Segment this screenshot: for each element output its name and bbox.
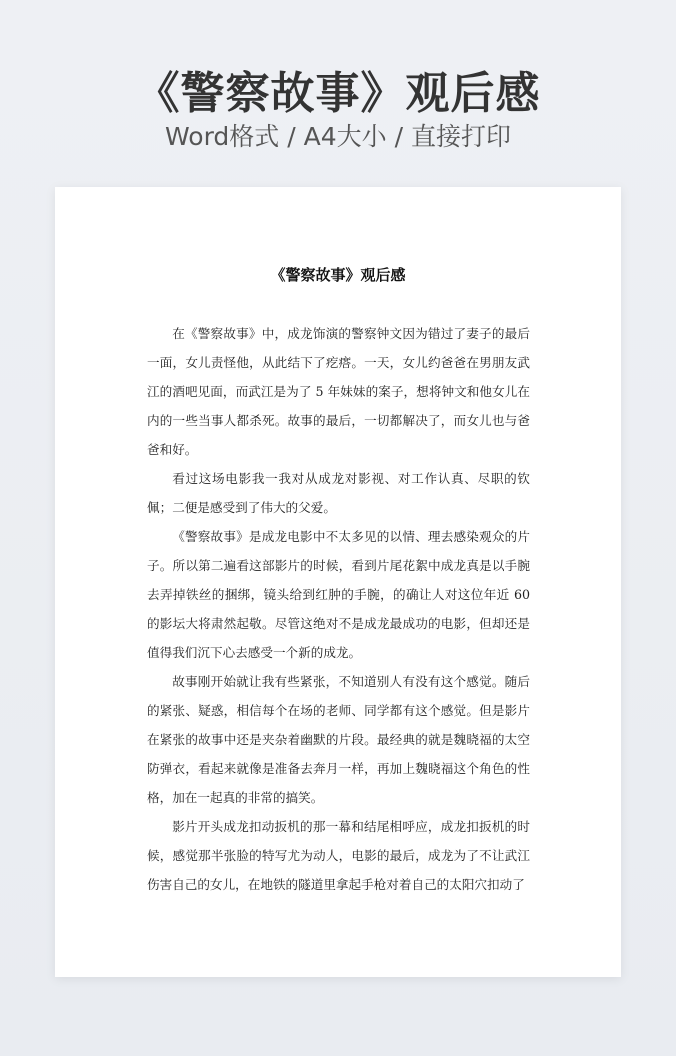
document-page: [55, 187, 621, 977]
banner-title: 《警察故事》观后感: [135, 68, 541, 119]
banner-subtitle: Word格式 / A4大小 / 直接打印: [165, 122, 511, 151]
document-paragraph: 影片开头成龙扣动扳机的那一幕和结尾相呼应，成龙扣扳机的时候，感觉那半张脸的特写尤为动人，电影的最后，成龙为了不让武江伤害自己的女儿，在地铁的隧道里拿起手枪对着自己的太阳穴扣动了: [147, 819, 530, 892]
document-body: [147, 319, 530, 899]
document-paragraph: 在《警察故事》中，成龙饰演的警察钟文因为错过了妻子的最后一面，女儿责怪他，从此结下了疙瘩。一天，女儿约爸爸在男朋友武江的酒吧见面，而武江是为了 5 年妹妹的案子，想将钟文和他女儿在内的一些当事人都杀死。故事的最后，一切都解决了，而女儿也与爸爸和好。: [147, 326, 530, 457]
document-paragraph: 故事刚开始就让我有些紧张，不知道别人有没有这个感觉。随后的紧张、疑惑，相信每个在场的老师、同学都有这个感觉。但是影片在紧张的故事中还是夹杂着幽默的片段。最经典的就是魏晓福的太空防弹衣，看起来就像是准备去奔月一样，再加上魏晓福这个角色的性格，加在一起真的非常的搞笑。: [147, 674, 530, 805]
document-title: 《警察故事》观后感: [270, 266, 406, 284]
document-paragraph: 看过这场电影我一我对从成龙对影视、对工作认真、尽职的钦佩；二便是感受到了伟大的父爱。: [147, 471, 530, 515]
document-paragraph: 《警察故事》是成龙电影中不太多见的以情、理去感染观众的片子。所以第二遍看这部影片的时候，看到片尾花絮中成龙真是以手腕去弄掉铁丝的捆绑，镜头给到红肿的手腕，的确让人对这位年近 60 的影坛大将肃然起敬。尽管这绝对不是成龙最成功的电影，但却还是值得我们沉下心去感受一个新的成龙。: [147, 529, 530, 660]
